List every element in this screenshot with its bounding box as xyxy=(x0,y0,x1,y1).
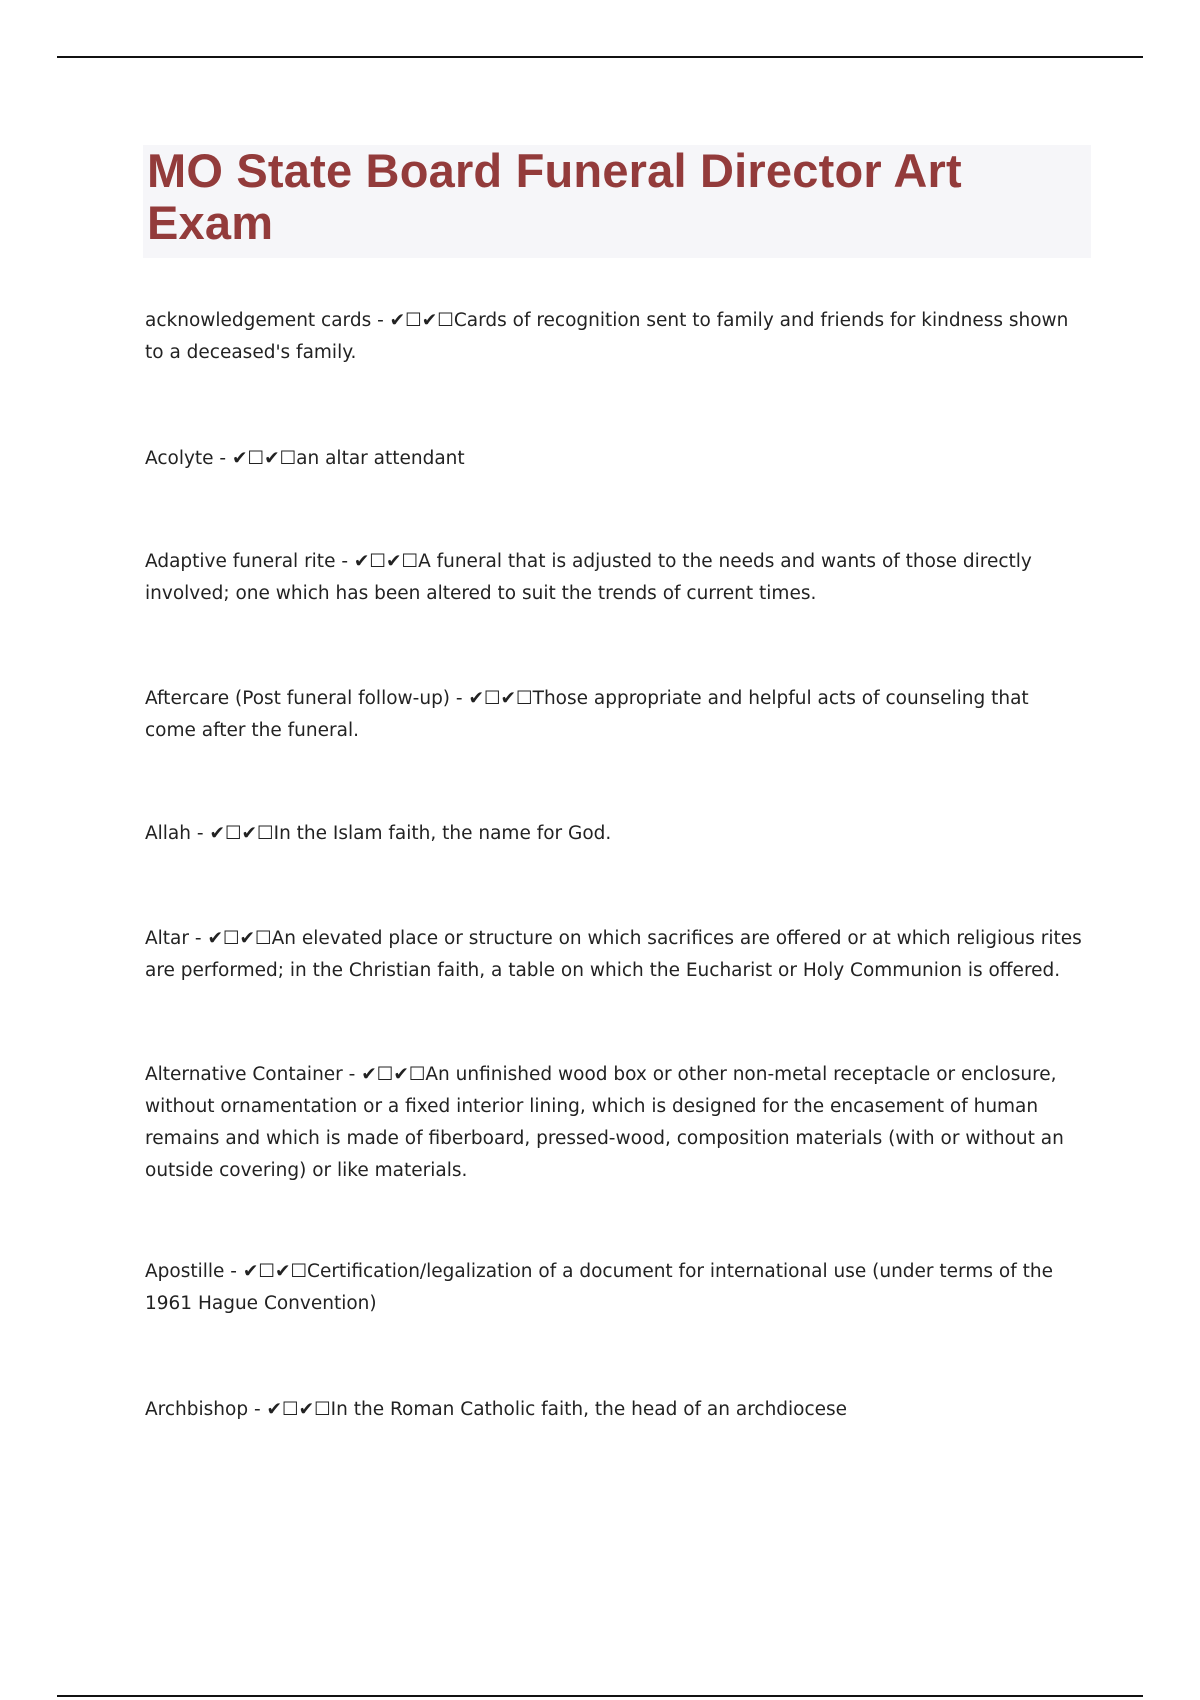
checkmark-icon: ✔☐✔☐ xyxy=(231,448,297,469)
checkmark-icon: ✔☐✔☐ xyxy=(361,1064,426,1085)
entry-definition: Those appropriate and helpful acts of counseling that come after the funeral. xyxy=(145,688,1029,741)
entry-term: Alternative Container xyxy=(145,1064,343,1085)
entry-term: Aftercare (Post funeral follow-up) xyxy=(145,688,451,709)
entry-definition: an altar attendant xyxy=(296,448,465,469)
entry-definition: A funeral that is adjusted to the needs and wants of those directly involved; one which has been altered to suit the trends of current times. xyxy=(145,551,1032,604)
entry-term: Acolyte xyxy=(145,448,214,469)
glossary-entry: Altar - ✔☐✔☐An elevated place or structure on which sacrifices are offered or at which religious rites are performed; in the Christian faith, a table on which the Eucharist or Holy Communion is offered. xyxy=(145,928,1082,981)
checkmark-icon: ✔☐✔☐ xyxy=(242,1261,308,1282)
entry-definition: An unfinished wood box or other non-metal receptacle or enclosure, without ornamentation or a fixed interior lining, which is designed for the encasement of human remains and which is made of fiberboard, pressed-wood, composition materials (with or without an outside covering) or like materials. xyxy=(145,1064,1064,1181)
glossary-entry: Allah - ✔☐✔☐In the Islam faith, the name for God. xyxy=(145,823,612,844)
header-rule xyxy=(57,56,1143,58)
entry-definition: In the Islam faith, the name for God. xyxy=(273,823,612,844)
checkmark-icon: ✔☐✔☐ xyxy=(353,551,419,572)
glossary-entry: Apostille - ✔☐✔☐Certification/legalization of a document for international use (under terms of the 1961 Hague Convention) xyxy=(145,1261,1053,1314)
title-banner xyxy=(143,145,1091,258)
entry-term: Allah xyxy=(145,823,191,844)
entry-definition: In the Roman Catholic faith, the head of an archdiocese xyxy=(330,1399,848,1420)
entry-definition: Certification/legalization of a document for international use (under terms of the 1961 Hague Convention) xyxy=(145,1261,1053,1314)
entry-term: Apostille xyxy=(145,1261,225,1282)
entry-definition: An elevated place or structure on which sacrifices are offered or at which religious rites are performed; in the Christian faith, a table on which the Eucharist or Holy Communion is offered. xyxy=(145,928,1082,981)
entry-term: Altar xyxy=(145,928,189,949)
entry-definition: Cards of recognition sent to family and friends for kindness shown to a deceased's family. xyxy=(145,310,1069,363)
entry-term: acknowledgement cards xyxy=(145,310,372,331)
glossary-entry: Alternative Container - ✔☐✔☐An unfinished wood box or other non-metal receptacle or enclosure, without ornamentation or a fixed interior lining, which is designed for the encasement of human remains and which is made of fiberboard, pressed-wood, composition materials (with or without an outside covering) or like materials. xyxy=(145,1064,1064,1181)
checkmark-icon: ✔☐✔☐ xyxy=(389,310,454,331)
entry-term: Adaptive funeral rite xyxy=(145,551,336,572)
document-title: MO State Board Funeral Director Art Exam xyxy=(147,144,962,249)
checkmark-icon: ✔☐✔☐ xyxy=(266,1399,331,1420)
glossary-entry: Archbishop - ✔☐✔☐In the Roman Catholic faith, the head of an archdiocese xyxy=(145,1399,848,1420)
footer-rule xyxy=(57,1695,1143,1697)
glossary-entry: Acolyte - ✔☐✔☐an altar attendant xyxy=(145,448,465,469)
checkmark-icon: ✔☐✔☐ xyxy=(468,688,533,709)
glossary-entry: Adaptive funeral rite - ✔☐✔☐A funeral that is adjusted to the needs and wants of those directly involved; one which has been altered to suit the trends of current times. xyxy=(145,551,1032,604)
checkmark-icon: ✔☐✔☐ xyxy=(207,928,272,949)
glossary-entry: acknowledgement cards - ✔☐✔☐Cards of recognition sent to family and friends for kindness shown to a deceased's family. xyxy=(145,310,1069,363)
entry-term: Archbishop xyxy=(145,1399,249,1420)
glossary-entry: Aftercare (Post funeral follow-up) - ✔☐✔☐Those appropriate and helpful acts of counseling that come after the funeral. xyxy=(145,688,1029,741)
checkmark-icon: ✔☐✔☐ xyxy=(209,823,274,844)
